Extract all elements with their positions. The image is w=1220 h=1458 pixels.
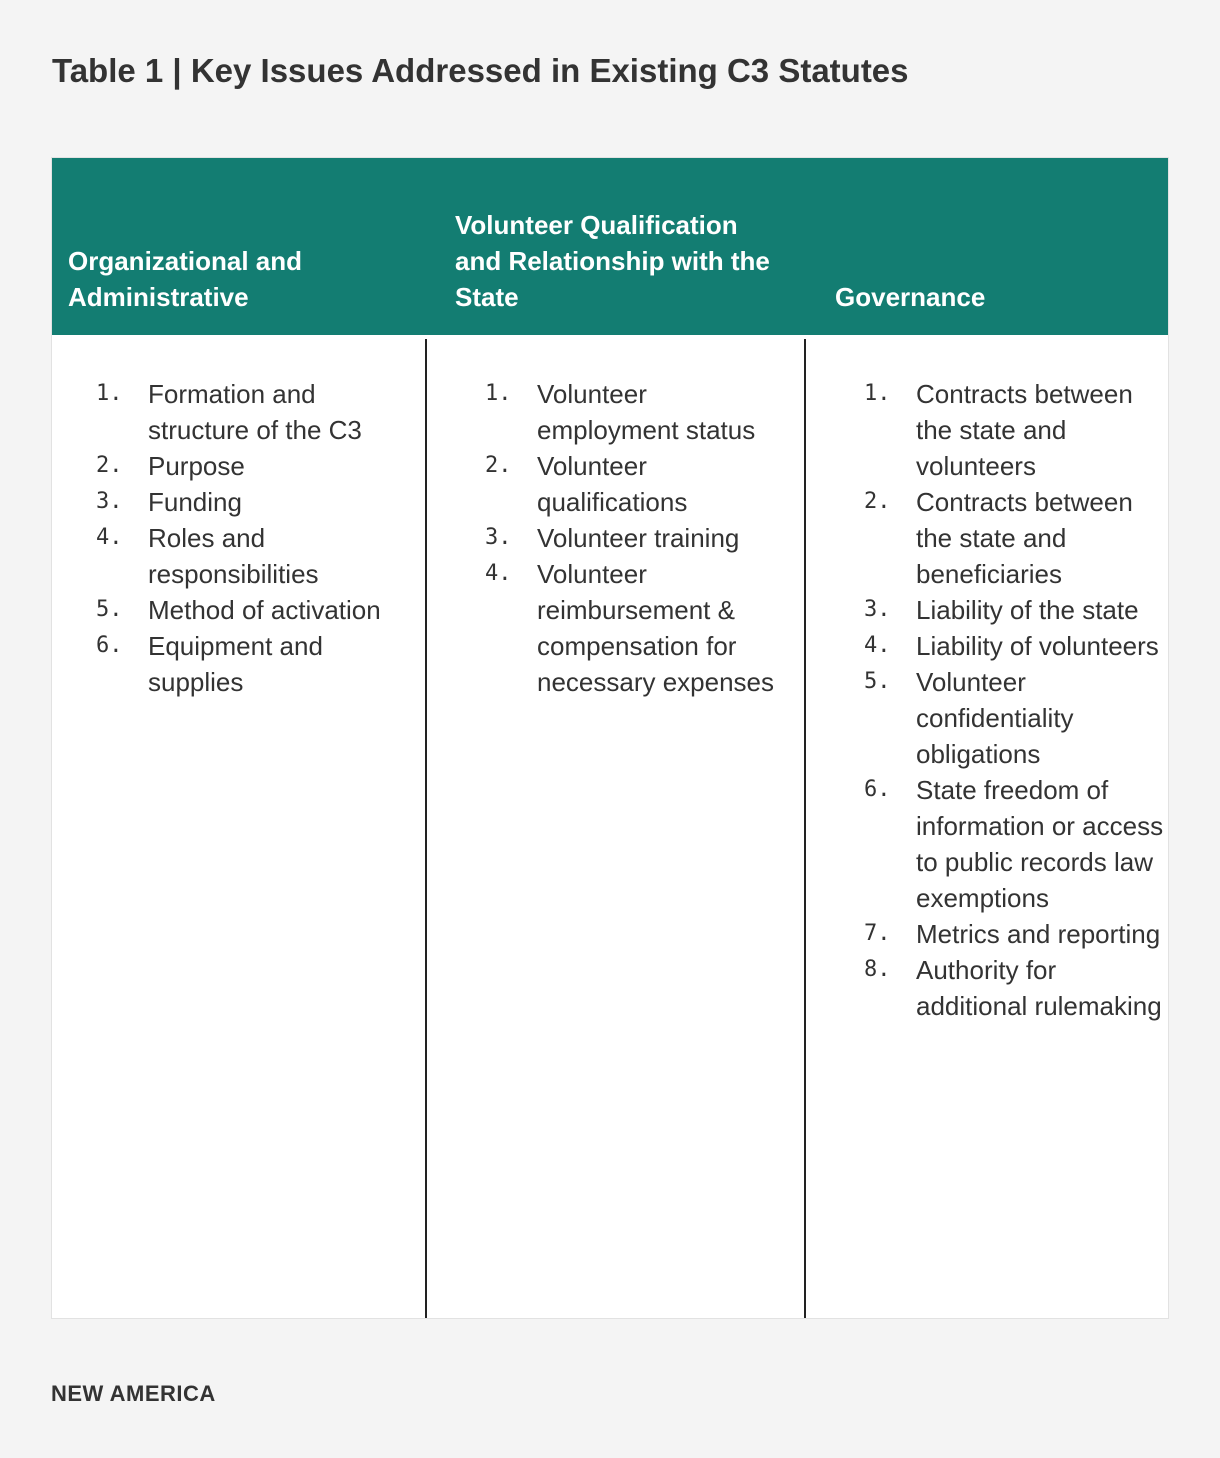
table-header-row <box>52 158 1168 335</box>
list-number: 7. <box>864 921 891 946</box>
list-item <box>96 592 406 628</box>
list-item-text: Volunteer employment status <box>537 379 756 445</box>
list-item-text: Metrics and reporting <box>916 919 1161 949</box>
list-item-text: Volunteer reimbursement & compensation for necessary expenses <box>537 559 775 697</box>
list-item <box>864 916 1164 952</box>
list-item-text: Equipment and supplies <box>148 631 323 697</box>
list-number: 5. <box>864 669 891 694</box>
list-number: 4. <box>864 633 891 658</box>
issue-list <box>485 376 795 700</box>
list-number: 4. <box>485 561 512 586</box>
list-item <box>864 952 1164 1024</box>
issue-list <box>96 376 406 700</box>
list-number: 4. <box>96 525 123 550</box>
column-divider <box>804 339 806 1318</box>
column-governance <box>864 376 1164 1024</box>
list-item <box>864 664 1164 772</box>
list-item-text: Authority for additional rulemaking <box>916 955 1162 1021</box>
column-divider <box>425 339 427 1318</box>
list-item <box>485 520 795 556</box>
list-number: 5. <box>96 597 123 622</box>
list-item <box>96 448 406 484</box>
list-item <box>485 448 795 520</box>
list-number: 8. <box>864 957 891 982</box>
list-item <box>96 376 406 448</box>
list-number: 1. <box>864 381 891 406</box>
issue-list <box>864 376 1164 1024</box>
list-item-text: Method of activation <box>148 595 381 625</box>
list-number: 6. <box>96 633 123 658</box>
publisher-logo-text: NEW AMERICA <box>51 1381 216 1406</box>
list-item-text: Volunteer confidentiality obligations <box>916 667 1074 769</box>
list-item-text: Contracts between the state and volunteers <box>916 379 1133 481</box>
list-item <box>864 628 1164 664</box>
list-item-text: Roles and responsibilities <box>148 523 319 589</box>
list-item-text: Funding <box>148 487 242 517</box>
list-number: 3. <box>864 597 891 622</box>
list-number: 1. <box>485 381 512 406</box>
list-item-text: Volunteer qualifications <box>537 451 688 517</box>
list-item <box>485 376 795 448</box>
column-organizational <box>96 376 406 700</box>
list-number: 6. <box>864 777 891 802</box>
column-header-organizational: Organizational and Administrative <box>68 246 303 312</box>
list-number: 3. <box>485 525 512 550</box>
list-item <box>864 484 1164 592</box>
list-item-text: State freedom of information or access to public records law exemptions <box>916 775 1164 913</box>
list-number: 3. <box>96 489 123 514</box>
list-item-text: Contracts between the state and beneficiaries <box>916 487 1133 589</box>
column-header-volunteer: Volunteer Qualification and Relationship with the State <box>455 210 770 312</box>
list-item-text: Purpose <box>148 451 245 481</box>
list-item <box>864 772 1164 916</box>
list-item-text: Liability of the state <box>916 595 1139 625</box>
list-number: 2. <box>485 453 512 478</box>
list-item <box>485 556 795 700</box>
column-header-governance: Governance <box>835 282 986 312</box>
list-item <box>96 628 406 700</box>
column-volunteer <box>485 376 795 700</box>
list-item-text: Liability of volunteers <box>916 631 1159 661</box>
list-item-text: Volunteer training <box>537 523 740 553</box>
page-title: Table 1 | Key Issues Addressed in Existing C3 Statutes <box>52 52 909 89</box>
list-item <box>864 592 1164 628</box>
list-item <box>864 376 1164 484</box>
list-item <box>96 484 406 520</box>
list-number: 2. <box>864 489 891 514</box>
list-number: 1. <box>96 381 123 406</box>
list-item-text: Formation and structure of the C3 <box>148 379 362 445</box>
issues-table <box>51 157 1169 1319</box>
list-item <box>96 520 406 592</box>
list-number: 2. <box>96 453 123 478</box>
